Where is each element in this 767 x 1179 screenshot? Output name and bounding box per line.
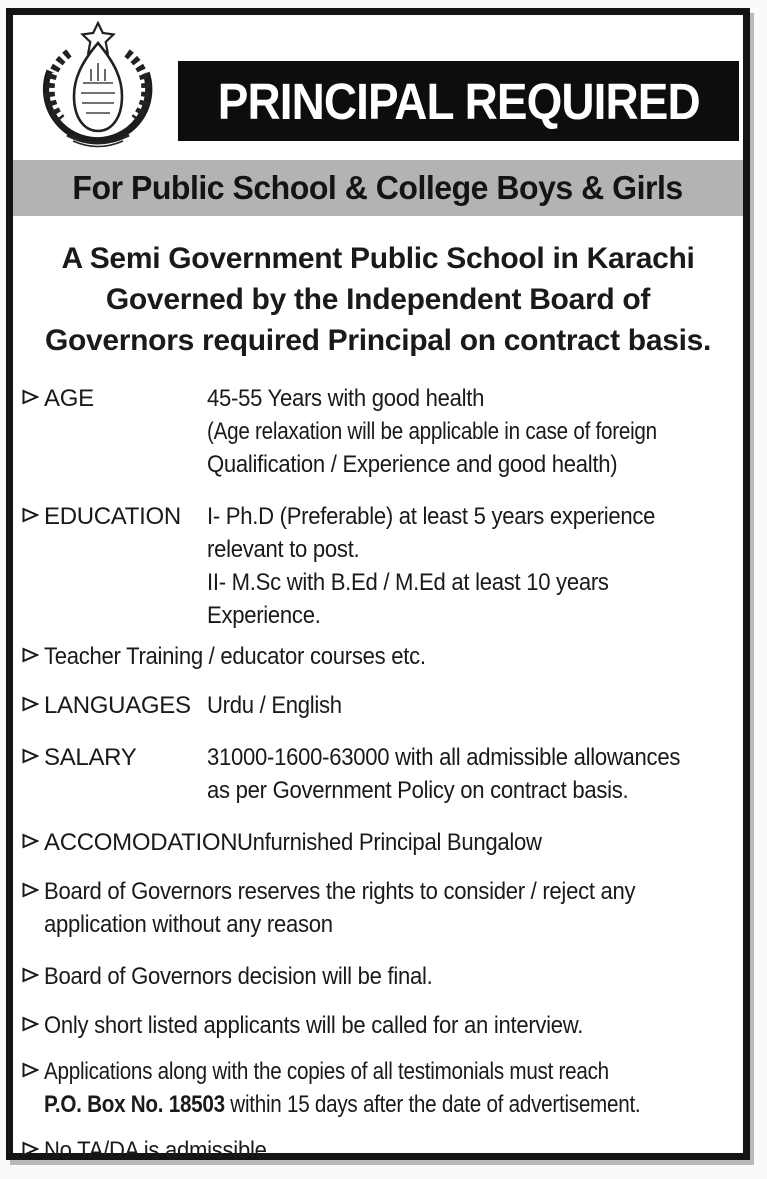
advert-box [6,8,750,1164]
item-text-line: (Age relaxation will be applicable in case of foreign [207,418,657,445]
list-item-teacher-training [22,640,733,673]
intro-line: Governors required Principal on contract basis. [44,324,712,357]
requirement-list [13,382,743,1167]
item-value [207,689,733,722]
intro-paragraph [13,238,743,361]
item-text-line: I- Ph.D (Preferable) at least 5 years experience [207,503,656,530]
subtitle-text: For Public School & College Boys & Girls [72,169,684,206]
item-value [44,640,733,673]
item-label: LANGUAGES [44,692,191,719]
arrow-bullet-icon [22,1016,44,1037]
item-label: EDUCATION [44,503,181,530]
list-item-education [22,500,733,632]
item-text-line: Only short listed applicants will be called for an interview. [44,1012,584,1039]
list-item-salary [22,741,733,807]
arrow-bullet-icon [22,507,44,528]
arrow-bullet-icon [22,748,44,769]
sindh-government-emblem-icon [29,21,167,157]
item-text-line: Experience. [207,602,321,629]
page-title: PRINCIPAL REQUIRED [217,72,700,130]
item-label: AGE [44,385,94,412]
list-item-languages [22,689,733,722]
item-text-line: relevant to post. [207,536,360,563]
arrow-bullet-icon [22,833,44,854]
item-value [207,500,733,632]
arrow-bullet-icon [22,1141,44,1162]
arrow-bullet-icon [22,647,44,668]
item-label: SALARY [44,744,137,771]
list-item-board-rights [22,875,733,941]
item-value [237,826,733,859]
list-item-applications [22,1055,733,1121]
item-text-line: Urdu / English [207,692,342,719]
item-label: ACCOMODATION [44,829,238,856]
item-text-line: 45-55 Years with good health [207,385,485,412]
po-box-number: P.O. Box No. 18503 [44,1091,225,1118]
list-item-decision-final [22,960,733,993]
arrow-bullet-icon [22,389,44,410]
arrow-bullet-icon [22,967,44,988]
ad-header [13,15,743,160]
item-text-line: Qualification / Experience and good health) [207,451,618,478]
list-item-no-tada [22,1134,733,1167]
item-text-line: Unfurnished Principal Bungalow [237,829,543,856]
list-item-accomodation [22,826,733,859]
item-text-line [44,1088,641,1121]
item-text-line: No TA/DA is admissible [44,1137,267,1164]
intro-line: A Semi Government Public School in Karachi [61,242,695,275]
item-text-line: as per Government Policy on contract basis. [207,777,629,804]
arrow-bullet-icon [22,696,44,717]
subtitle-band [13,160,743,216]
title-banner [178,61,739,141]
item-text-line: Board of Governors decision will be final. [44,963,433,990]
item-text-line: Applications along with the copies of all testimonials must reach [44,1058,609,1085]
item-value [44,960,733,993]
arrow-bullet-icon [22,1062,44,1083]
list-item-age [22,382,733,481]
item-value [44,1009,733,1042]
item-text-line: Teacher Training / educator courses etc. [44,643,426,670]
item-text-line: Board of Governors reserves the rights to consider / reject any [44,878,636,905]
item-text-line: application without any reason [44,911,333,938]
arrow-bullet-icon [22,882,44,903]
item-text-line: 31000-1600-63000 with all admissible allowances [207,744,681,771]
item-text-segment: within 15 days after the date of advertisement. [224,1091,641,1118]
list-item-shortlist [22,1009,733,1042]
item-value [207,741,733,807]
item-value [44,1134,733,1167]
intro-line: Governed by the Independent Board of [105,283,651,316]
item-value [44,875,733,941]
item-value [207,382,733,481]
item-text-line: II- M.Sc with B.Ed / M.Ed at least 10 years [207,569,609,596]
item-value [44,1055,733,1121]
